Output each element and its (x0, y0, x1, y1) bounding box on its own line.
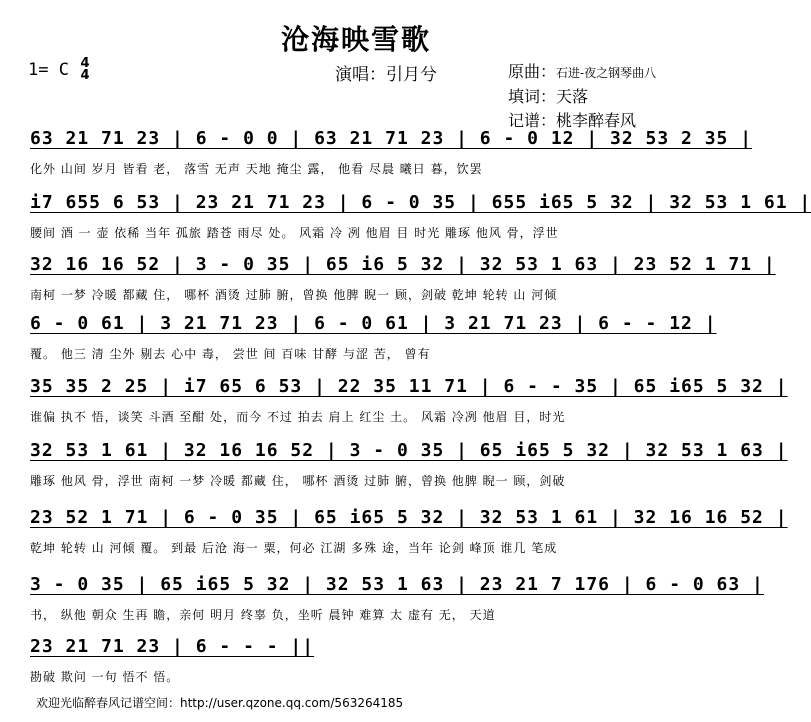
notation-line: 6 - 0 61 | 3 21 71 23 | 6 - 0 61 | 3 21 71 23 | 6 - - 12 | (30, 313, 717, 334)
lyric-line: 覆。 他三 清 尘外 剔去 心中 毒， 尝世 间 百味 甘酵 与涩 苦， 曾有 (30, 347, 431, 361)
score-row-4 (30, 313, 717, 362)
notation-line: 23 52 1 71 | 6 - 0 35 | 65 i65 5 32 | 32 53 1 61 | 32 16 16 52 | (30, 507, 788, 528)
origin-value: 石进-夜之钢琴曲八 (556, 66, 657, 80)
score-row-8 (30, 574, 764, 623)
singer-credit: 演唱：引月兮 (335, 65, 437, 85)
footer-note: 欢迎光临醉春风记谱空间：http://user.qzone.qq.com/563264185 (36, 696, 404, 710)
lyric-line: 书， 纵他 朝众 生再 瞻，亲何 明月 终辜 负，坐听 晨钟 难算 太 虚有 无， 天道 (30, 608, 496, 622)
lyric-line: 乾坤 轮转 山 河倾 覆。 到最 后沧 海一 粟，何必 江湖 多殊 途，当年 论剑 峰顶 谁几 笔成 (30, 541, 558, 555)
lyric-line: 化外 山间 岁月 皆看 老， 落雪 无声 天地 掩尘 露， 他看 尽晨 曦日 暮，饮罢 (30, 162, 483, 176)
notation-line: 23 21 71 23 | 6 - - - || (30, 636, 315, 657)
credits-block (508, 60, 656, 133)
score-row-2 (30, 192, 811, 241)
score-row-5 (30, 376, 788, 425)
notation-line: 32 16 16 52 | 3 - 0 35 | 65 i6 5 32 | 32 53 1 63 | 23 52 1 71 | (30, 254, 776, 275)
origin-label: 原曲： (508, 62, 557, 81)
lyric-line: 腰间 酒 一 壶 依稀 当年 孤旅 踏苍 雨尽 处。 风霜 冷 冽 他眉 目 时光 雕琢 他风 骨，浮世 (30, 226, 559, 240)
time-signature-top: 4 (80, 56, 90, 71)
notation-line: 35 35 2 25 | i7 65 6 53 | 22 35 11 71 | 6 - - 35 | 65 i65 5 32 | (30, 376, 788, 397)
score-row-3 (30, 254, 776, 303)
notation-line: i7 655 6 53 | 23 21 71 23 | 6 - 0 35 | 655 i65 5 32 | 32 53 1 61 | (30, 192, 811, 213)
lyrics-credit: 填词：天落 (508, 87, 589, 106)
lyric-line: 南柯 一梦 冷暖 都藏 住， 哪杯 酒烫 过肺 腑，曾换 他脾 睨一 顾，剑破 乾坤 轮转 山 河倾 (30, 288, 558, 302)
key-signature: 1= C (28, 60, 69, 80)
origin-credit (508, 60, 656, 85)
notation-line: 32 53 1 61 | 32 16 16 52 | 3 - 0 35 | 65 i65 5 32 | 32 53 1 63 | (30, 440, 788, 461)
score-row-9 (30, 636, 690, 685)
notation-line: 3 - 0 35 | 65 i65 5 32 | 32 53 1 63 | 23 21 7 176 | 6 - 0 63 | (30, 574, 764, 595)
notation-line: 63 21 71 23 | 6 - 0 0 | 63 21 71 23 | 6 - 0 12 | 32 53 2 35 | (30, 128, 753, 149)
song-title: 沧海映雪歌 (280, 23, 431, 56)
score-row-1 (30, 128, 753, 177)
lyric-line: 勘破 欺问 一句 悟不 悟。 (30, 670, 180, 684)
score-row-6 (30, 440, 788, 489)
lyric-line: 谁偏 执不 悟，谈笑 斗酒 至酣 处，而今 不过 拍去 肩上 红尘 土。 风霜 冷冽 他眉 目，时光 (30, 410, 566, 424)
time-signature-bottom: 4 (80, 68, 90, 83)
score-row-7 (30, 507, 788, 556)
time-signature (78, 58, 92, 82)
lyric-line: 雕琢 他风 骨，浮世 南柯 一梦 冷暖 都藏 住， 哪杯 酒烫 过肺 腑，曾换 他脾 睨一 顾，剑破 (30, 474, 566, 488)
transcriber-credit: 记谱：桃李醉春风 (508, 111, 637, 130)
